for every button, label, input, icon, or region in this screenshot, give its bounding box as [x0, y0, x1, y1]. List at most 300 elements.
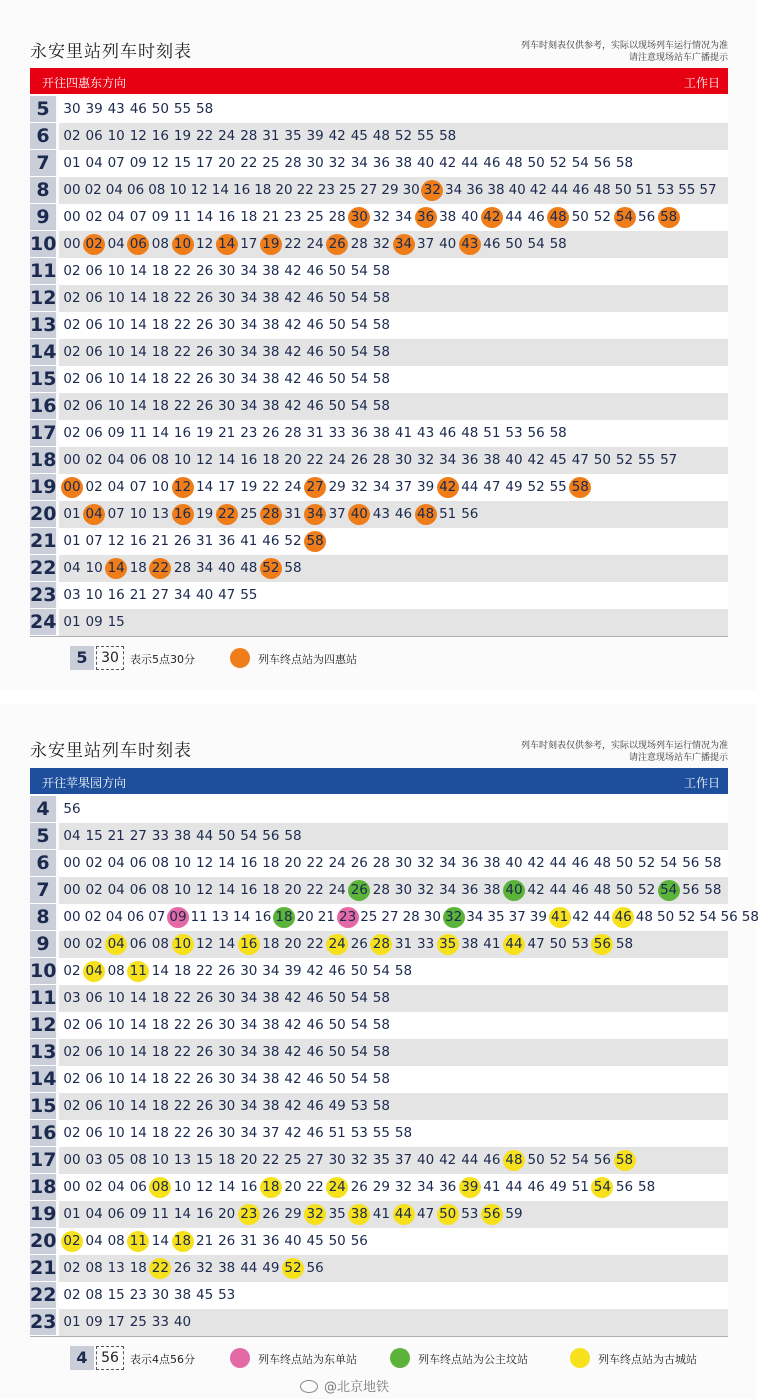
departure-minute: 40: [417, 155, 435, 171]
departure-minute: 50: [328, 398, 346, 414]
hour-label: 20: [30, 501, 56, 528]
departure-minute: 01: [63, 614, 81, 630]
departure-minute: 04: [85, 1233, 103, 1249]
departure-minute: 52: [678, 909, 696, 925]
departure-minute: 48: [593, 182, 611, 198]
departure-minute: 00: [63, 209, 81, 225]
departure-minute: 55: [372, 1125, 390, 1141]
departure-minute: 26: [196, 1071, 214, 1087]
departure-minute: 42: [284, 1125, 302, 1141]
departure-minute: 04: [107, 882, 125, 898]
departure-minute-short-turn: 54: [614, 207, 636, 228]
departure-minute: 34: [240, 1098, 258, 1114]
departure-minute: 56: [306, 1260, 324, 1276]
hour-label: 21: [30, 1255, 56, 1282]
departure-minute: 27: [381, 909, 399, 925]
page-title: 永安里站列车时刻表: [30, 741, 192, 761]
departure-minute: 07: [129, 209, 147, 225]
departure-minute-short-turn: 42: [437, 477, 459, 498]
departure-minute: 14: [218, 452, 236, 468]
departure-minute: 42: [527, 855, 545, 871]
watermark-text: @北京地铁: [324, 1380, 390, 1395]
departure-minute: 18: [129, 1260, 147, 1276]
departure-minute: 08: [151, 882, 169, 898]
departure-minute: 44: [461, 479, 479, 495]
legend-explanation: 表示5点30分: [130, 653, 195, 666]
departure-minute: 20: [275, 182, 293, 198]
departure-minute-short-turn: 48: [503, 1150, 525, 1171]
departure-minute: 52: [549, 155, 567, 171]
minute-list: [59, 1093, 728, 1120]
minute-list: [59, 177, 728, 204]
departure-minute: 42: [284, 344, 302, 360]
departure-minute: 38: [173, 828, 192, 844]
departure-minute: 02: [63, 1287, 81, 1303]
departure-minute-short-turn: 36: [415, 207, 437, 228]
departure-minute: 25: [240, 506, 258, 522]
departure-minute: 18: [151, 290, 169, 306]
departure-minute: 06: [85, 290, 103, 306]
departure-minute: 28: [328, 209, 346, 225]
hour-label: 15: [30, 1093, 56, 1120]
weibo-icon: [300, 1380, 318, 1393]
departure-minute: 48: [593, 882, 611, 898]
departure-minute: 50: [328, 1233, 346, 1249]
departure-minute: 20: [218, 155, 236, 171]
departure-minute: 30: [218, 263, 236, 279]
departure-minute: 06: [85, 398, 103, 414]
departure-minute: 49: [505, 479, 523, 495]
departure-minute: 01: [63, 1314, 81, 1330]
departure-minute: 17: [196, 155, 214, 171]
departure-minute: 10: [151, 1152, 169, 1168]
departure-minute: 06: [129, 882, 147, 898]
hour-label: 5: [30, 823, 56, 850]
departure-minute: 34: [240, 290, 258, 306]
departure-minute: 23: [317, 182, 335, 198]
departure-minute: 46: [483, 236, 501, 252]
departure-minute-short-turn: 08: [149, 1177, 171, 1198]
departure-minute: 18: [218, 1152, 236, 1168]
departure-minute: 32: [196, 1260, 214, 1276]
departure-minute: 04: [63, 828, 81, 844]
hour-label: 9: [30, 204, 56, 231]
departure-minute: 16: [254, 909, 272, 925]
departure-minute: 37: [417, 236, 435, 252]
departure-minute: 42: [439, 155, 457, 171]
departure-minute: 28: [240, 128, 258, 144]
departure-minute: 08: [85, 1287, 103, 1303]
departure-minute: 32: [372, 236, 390, 252]
departure-minute: 18: [262, 882, 280, 898]
departure-minute: 24: [218, 128, 236, 144]
departure-minute: 47: [218, 587, 236, 603]
departure-minute: 28: [372, 882, 390, 898]
hour-label: 22: [30, 1282, 56, 1309]
departure-minute: 50: [328, 263, 346, 279]
minute-list: [59, 609, 728, 636]
departure-minute: 31: [240, 1233, 258, 1249]
departure-minute-short-turn: 32: [421, 180, 443, 201]
departure-minute: 36: [350, 425, 368, 441]
departure-minute: 54: [372, 963, 390, 979]
hour-row: [30, 555, 728, 582]
minute-list: [59, 823, 728, 850]
departure-minute: 34: [240, 371, 258, 387]
departure-minute: 08: [129, 1152, 147, 1168]
departure-minute: 06: [129, 936, 147, 952]
departure-minute: 56: [682, 882, 700, 898]
departure-minute: 34: [445, 182, 463, 198]
departure-minute-short-turn: 43: [459, 234, 481, 255]
departure-minute-short-turn: 12: [172, 477, 194, 498]
departure-minute: 22: [173, 344, 192, 360]
departure-minute-short-turn: 46: [612, 907, 634, 928]
departure-minute: 06: [129, 452, 147, 468]
departure-minute-short-turn: 38: [348, 1204, 370, 1225]
departure-minute: 32: [328, 155, 346, 171]
departure-minute: 46: [306, 398, 324, 414]
departure-minute: 41: [240, 533, 258, 549]
departure-minute: 01: [63, 533, 81, 549]
hour-row: [30, 796, 728, 823]
departure-minute: 15: [196, 1152, 214, 1168]
departure-minute: 52: [638, 882, 656, 898]
departure-minute: 22: [173, 263, 192, 279]
departure-minute: 46: [306, 990, 324, 1006]
departure-minute: 52: [394, 128, 413, 144]
departure-minute: 46: [306, 290, 324, 306]
departure-minute: 45: [350, 128, 368, 144]
departure-minute: 43: [107, 101, 125, 117]
departure-minute: 18: [173, 963, 192, 979]
minute-list: [59, 904, 759, 931]
departure-minute: 14: [129, 1071, 147, 1087]
departure-minute: 10: [169, 182, 187, 198]
departure-minute-short-turn: 34: [393, 234, 415, 255]
departure-minute: 38: [262, 1071, 280, 1087]
departure-minute-short-turn: 14: [105, 558, 127, 579]
departure-minute: 02: [63, 1098, 81, 1114]
hour-label: 11: [30, 985, 56, 1012]
departure-minute: 25: [262, 155, 280, 171]
departure-minute-short-turn: 54: [658, 880, 680, 901]
hour-label: 11: [30, 258, 56, 285]
minute-list: [59, 1309, 728, 1336]
legend-color-dot: [230, 648, 250, 668]
minute-list: [59, 474, 728, 501]
departure-minute: 30: [394, 882, 413, 898]
departure-minute: 19: [240, 479, 258, 495]
departure-minute: 46: [483, 1152, 501, 1168]
departure-minute: 17: [218, 479, 236, 495]
departure-minute: 55: [638, 452, 656, 468]
departure-minute: 40: [196, 587, 214, 603]
departure-minute: 33: [151, 1314, 169, 1330]
departure-minute: 34: [240, 263, 258, 279]
departure-minute: 09: [85, 1314, 103, 1330]
departure-minute: 34: [439, 452, 457, 468]
departure-minute: 14: [129, 344, 147, 360]
departure-minute: 34: [466, 909, 484, 925]
departure-minute: 24: [284, 479, 302, 495]
departure-minute: 54: [350, 1044, 368, 1060]
departure-minute: 22: [173, 1017, 192, 1033]
departure-minute: 50: [328, 371, 346, 387]
departure-minute: 31: [284, 506, 302, 522]
departure-minute: 07: [129, 479, 147, 495]
hour-row: [30, 447, 728, 474]
departure-minute: 32: [417, 882, 435, 898]
departure-minute: 58: [372, 371, 390, 387]
departure-minute: 12: [196, 452, 214, 468]
departure-minute: 02: [63, 425, 81, 441]
departure-minute: 58: [549, 236, 567, 252]
departure-minute: 54: [350, 398, 368, 414]
departure-minute: 31: [262, 128, 280, 144]
departure-minute: 21: [107, 828, 125, 844]
departure-minute: 06: [85, 128, 103, 144]
departure-minute: 10: [107, 398, 125, 414]
departure-minute: 37: [328, 506, 346, 522]
departure-minute: 29: [284, 1206, 302, 1222]
departure-minute: 11: [129, 425, 147, 441]
departure-minute: 10: [107, 344, 125, 360]
departure-minute: 10: [129, 506, 147, 522]
departure-minute: 54: [350, 990, 368, 1006]
departure-minute: 02: [63, 1044, 81, 1060]
departure-minute: 12: [196, 855, 214, 871]
departure-minute: 14: [129, 290, 147, 306]
departure-minute: 46: [306, 317, 324, 333]
departure-minute: 44: [196, 828, 214, 844]
departure-minute: 07: [148, 909, 166, 925]
departure-minute: 17: [240, 236, 258, 252]
timetable-west-section: [0, 0, 756, 690]
departure-minute-short-turn: 10: [172, 234, 194, 255]
departure-minute: 20: [240, 1152, 258, 1168]
departure-minute: 04: [107, 479, 125, 495]
departure-minute: 30: [218, 1044, 236, 1060]
departure-minute: 42: [284, 1098, 302, 1114]
departure-minute: 51: [439, 506, 457, 522]
departure-minute: 40: [505, 855, 523, 871]
departure-minute: 34: [417, 1179, 435, 1195]
departure-minute: 09: [151, 209, 169, 225]
departure-minute: 49: [262, 1260, 280, 1276]
departure-minute: 38: [262, 290, 280, 306]
departure-minute: 38: [173, 1287, 192, 1303]
departure-minute: 22: [262, 1152, 280, 1168]
departure-minute: 30: [402, 182, 420, 198]
departure-minute-short-turn: 28: [370, 934, 392, 955]
minute-list: [59, 796, 728, 823]
departure-minute: 46: [328, 963, 346, 979]
departure-minute-short-turn: 58: [304, 531, 326, 552]
departure-minute: 38: [218, 1260, 236, 1276]
departure-minute-short-turn: 58: [614, 1150, 636, 1171]
departure-minute: 42: [284, 371, 302, 387]
departure-minute: 56: [593, 155, 611, 171]
departure-minute-short-turn: 18: [172, 1231, 194, 1252]
departure-minute: 02: [63, 398, 81, 414]
departure-minute-short-turn: 18: [273, 907, 295, 928]
hour-label: 24: [30, 609, 56, 636]
departure-minute: 00: [63, 182, 81, 198]
minute-list: [59, 1147, 728, 1174]
departure-minute: 16: [240, 452, 258, 468]
departure-minute: 24: [306, 236, 324, 252]
departure-minute: 22: [306, 936, 324, 952]
departure-minute: 02: [63, 1260, 81, 1276]
minute-list: [59, 150, 728, 177]
departure-minute: 57: [699, 182, 717, 198]
hour-label: 9: [30, 931, 56, 958]
departure-minute: 16: [151, 128, 169, 144]
legend-terminal-label: 列车终点站为公主坟站: [418, 1353, 528, 1366]
departure-minute: 06: [85, 1044, 103, 1060]
departure-minute: 54: [240, 828, 258, 844]
departure-minute: 01: [63, 155, 81, 171]
hour-label: 18: [30, 1174, 56, 1201]
minute-list: [59, 931, 728, 958]
departure-minute: 06: [127, 909, 145, 925]
departure-minute: 18: [151, 990, 169, 1006]
departure-minute-short-turn: 14: [216, 234, 238, 255]
departure-minute-short-turn: 52: [282, 1258, 304, 1279]
departure-minute: 48: [505, 155, 523, 171]
departure-minute: 06: [129, 1179, 147, 1195]
departure-minute: 06: [85, 371, 103, 387]
departure-minute: 28: [372, 452, 390, 468]
minute-list: [59, 393, 728, 420]
disclaimer-note: [521, 740, 728, 764]
departure-minute: 10: [173, 1179, 192, 1195]
departure-minute: 02: [63, 371, 81, 387]
legend-color-dot: [570, 1348, 590, 1368]
departure-minute: 46: [306, 1098, 324, 1114]
departure-minute: 50: [328, 1071, 346, 1087]
departure-minute: 55: [549, 479, 567, 495]
departure-minute-short-turn: 32: [443, 907, 465, 928]
page-title: 永安里站列车时刻表: [30, 42, 192, 62]
departure-minute: 26: [218, 963, 236, 979]
departure-minute: 37: [394, 479, 413, 495]
minute-list: [59, 1012, 728, 1039]
departure-minute: 22: [173, 1098, 192, 1114]
departure-minute-short-turn: 58: [658, 207, 680, 228]
departure-minute: 04: [85, 1206, 103, 1222]
departure-minute: 36: [372, 155, 390, 171]
departure-minute: 33: [417, 936, 435, 952]
hour-row: [30, 474, 728, 501]
departure-minute: 03: [63, 587, 81, 603]
departure-minute: 06: [85, 1098, 103, 1114]
departure-minute: 26: [196, 263, 214, 279]
minute-list: [59, 1255, 728, 1282]
departure-minute: 14: [173, 1206, 192, 1222]
departure-minute: 18: [151, 1044, 169, 1060]
departure-minute: 21: [196, 1233, 214, 1249]
departure-minute: 12: [129, 128, 147, 144]
departure-minute: 58: [372, 398, 390, 414]
direction-label: 开往苹果园方向: [42, 776, 127, 790]
hour-row: [30, 609, 728, 636]
departure-minute: 38: [262, 371, 280, 387]
departure-minute: 18: [240, 209, 258, 225]
legend-terminal-label: 列车终点站为四惠站: [258, 653, 357, 666]
departure-minute: 53: [461, 1206, 479, 1222]
departure-minute: 30: [218, 1071, 236, 1087]
departure-minute: 50: [615, 882, 634, 898]
departure-minute: 44: [461, 155, 479, 171]
departure-minute: 13: [211, 909, 229, 925]
departure-minute: 26: [196, 398, 214, 414]
departure-minute: 58: [372, 1017, 390, 1033]
departure-minute: 26: [196, 317, 214, 333]
departure-minute: 58: [372, 344, 390, 360]
departure-minute-short-turn: 35: [437, 934, 459, 955]
hour-row: [30, 1282, 728, 1309]
departure-minute: 55: [173, 101, 192, 117]
departure-minute: 18: [151, 1071, 169, 1087]
departure-minute: 14: [129, 1098, 147, 1114]
hour-row: [30, 393, 728, 420]
departure-minute: 02: [63, 1017, 81, 1033]
departure-minute: 18: [262, 452, 280, 468]
departure-minute: 38: [262, 317, 280, 333]
departure-minute: 23: [129, 1287, 147, 1303]
departure-minute: 38: [439, 209, 457, 225]
hour-label: 23: [30, 1309, 56, 1336]
hour-label: 8: [30, 904, 56, 931]
departure-minute: 50: [328, 990, 346, 1006]
departure-minute-short-turn: 24: [326, 934, 348, 955]
departure-minute: 50: [615, 855, 634, 871]
departure-minute: 29: [381, 182, 399, 198]
departure-minute: 26: [196, 1017, 214, 1033]
direction-bar: [30, 768, 728, 794]
hour-row: [30, 1309, 728, 1336]
hour-row: [30, 1120, 728, 1147]
departure-minute: 29: [328, 479, 346, 495]
departure-minute: 06: [127, 182, 145, 198]
departure-minute: 02: [84, 182, 102, 198]
departure-minute: 14: [151, 425, 169, 441]
departure-minute: 44: [505, 209, 523, 225]
departure-minute: 06: [85, 425, 103, 441]
departure-minute-short-turn: 11: [127, 961, 149, 982]
departure-minute: 50: [151, 101, 169, 117]
departure-minute: 18: [151, 1125, 169, 1141]
departure-minute: 58: [372, 317, 390, 333]
departure-minute-short-turn: 48: [547, 207, 569, 228]
hour-label: 7: [30, 877, 56, 904]
departure-minute: 08: [107, 963, 125, 979]
departure-minute: 02: [85, 452, 103, 468]
departure-minute: 27: [306, 1152, 324, 1168]
departure-minute: 08: [148, 182, 166, 198]
departure-minute: 06: [85, 263, 103, 279]
departure-minute: 52: [284, 533, 302, 549]
legend-terminal-label: 列车终点站为东单站: [258, 1353, 357, 1366]
departure-minute: 29: [372, 1179, 390, 1195]
departure-minute: 56: [350, 1233, 368, 1249]
departure-minute: 42: [284, 317, 302, 333]
departure-minute: 30: [218, 290, 236, 306]
departure-minute: 52: [615, 452, 634, 468]
departure-minute: 10: [107, 990, 125, 1006]
